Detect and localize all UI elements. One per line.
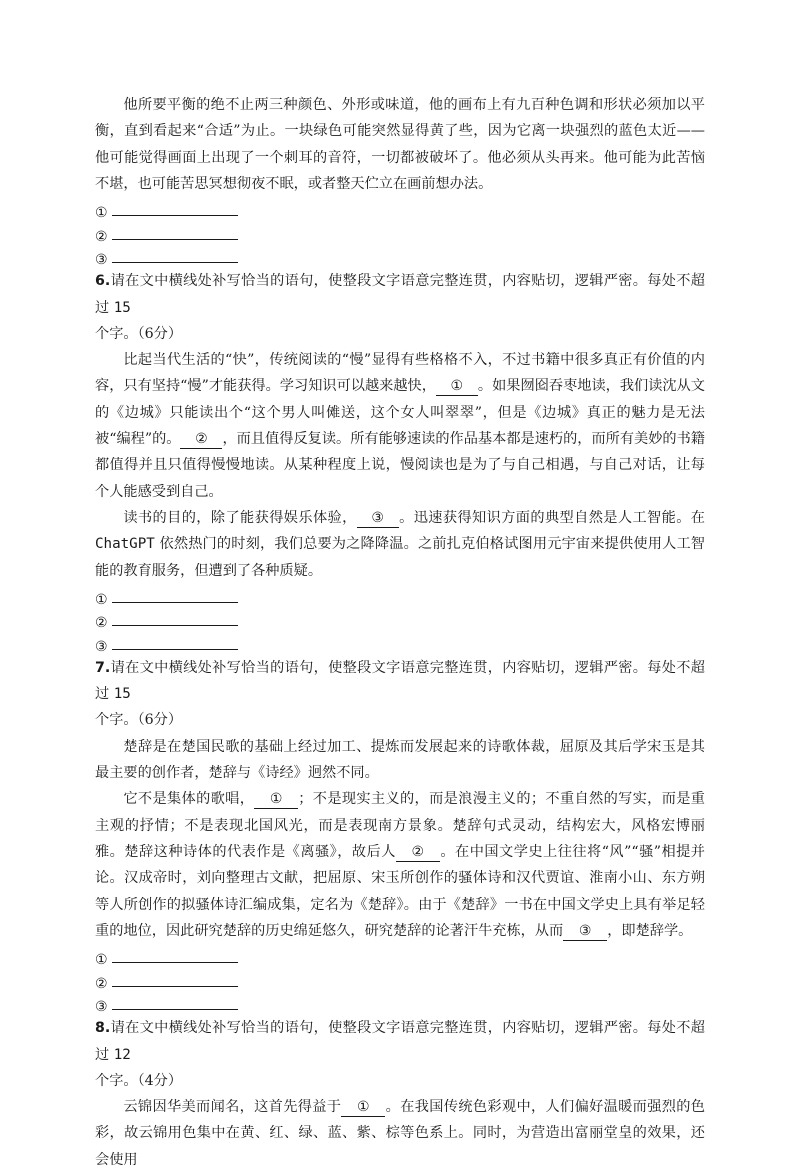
fill-blank[interactable]: ① [341,1098,385,1117]
answer-mark: ③ [95,252,108,269]
question-8-prompt: 8.请在文中横线处补写恰当的语句，使整段文字语意完整连贯，内容贴切，逻辑严密。每处不超过 12 个字。（4分） [95,1020,705,1089]
answer-mark: ③ [95,999,108,1016]
answer-mark: ① [95,591,108,608]
question-number: 8. [95,1020,111,1037]
question-6-passage-2: 读书的目的，除了能获得娱乐体验， ③ 。迅速获得知识方面的典型自然是人工智能。在ChatGPT 依然热门的时刻，我们总要为之降降温。之前扎克伯格试图用元宇宙来提供使用人工智能的教育服务，但遭到了各种质疑。 [95,509,705,579]
answer-line[interactable] [95,197,705,221]
fill-blank[interactable]: ① [436,377,478,396]
document-page [95,92,705,1173]
answer-line[interactable] [95,221,705,245]
question-7-passage-1: 楚辞是在楚国民歌的基础上经过加工、提炼而发展起来的诗歌体裁，屈原及其后学宋玉是其最主要的创作者，楚辞与《诗经》迥然不同。 [95,738,705,782]
fill-blank[interactable]: ③ [357,509,399,528]
fill-blank[interactable]: ② [180,430,222,449]
answer-line[interactable] [95,245,705,269]
question-7-passage-2: 它不是集体的歌唱， ① ；不是现实主义的，而是浪漫主义的；不重自然的写实，而是重主观的抒情；不是表现北国风光，而是表现南方景象。楚辞句式灵动，结构宏大，风格宏博丽雅。楚辞这种诗体的代表作是《离骚》，故后人 ② 。在中国文学史上往往将“风”“骚”相提并论。汉成帝时，刘向整理古文献，把屈原、宋玉所创作的骚体诗和汉代贾谊、淮南小山、东方朔等人所创作的拟骚体诗汇编成集，定名为《楚辞》。由于《楚辞》一书在中国文学史上具有举足轻重的地位，因此研究楚辞的历史绵延悠久，研究楚辞的论著汗牛充栋，从而 ③ ，即楚辞学。 [95,791,705,939]
question-number: 7. [95,659,111,676]
answer-mark: ① [95,951,108,968]
question-7-prompt: 7.请在文中横线处补写恰当的语句，使整段文字语意完整连贯，内容贴切，逻辑严密。每处不超过 15 个字。（6分） [95,659,705,729]
question-6-prompt: 6.请在文中横线处补写恰当的语句，使整段文字语意完整连贯，内容贴切，逻辑严密。每处不超过 15 个字。（6分） [95,273,705,342]
answer-lines-top [95,197,705,268]
answer-line[interactable] [95,992,705,1016]
answer-mark: ② [95,975,108,992]
answer-lines-q6 [95,584,705,655]
fill-blank[interactable]: ② [396,843,440,862]
answer-line[interactable] [95,584,705,608]
fill-blank[interactable]: ① [254,790,298,809]
top-paragraph: 他所要平衡的绝不止两三种颜色、外形或味道，他的画布上有九百种色调和形状必须加以平衡，直到看起来“合适”为止。一块绿色可能突然显得黄了些，因为它离一块强烈的蓝色太近——他可能觉得画面上出现了一个刺耳的音符，一切都被破坏了。他必须从头再来。他可能为此苦恼不堪，也可能苦思冥想彻夜不眠，或者整天伫立在画前想办法。 [95,97,705,192]
answer-line[interactable] [95,944,705,968]
answer-line[interactable] [95,968,705,992]
answer-lines-q7 [95,944,705,1015]
answer-line[interactable] [95,608,705,632]
question-6-passage-1: 比起当代生活的“快”，传统阅读的“慢”显得有些格格不入，不过书籍中很多真正有价值的内容，只有坚持“慢”才能获得。学习知识可以越来越快， ① 。如果囫囵吞枣地读，我们读沈从文的《边城》只能读出个“这个男人叫傩送，这个女人叫翠翠”，但是《边城》真正的魅力是无法被“编程”的。 ② ，而且值得反复读。所有能够速读的作品基本都是速朽的，而所有美妙的书籍都值得并且只值得慢慢地读。从某种程度上说，慢阅读也是为了与自己相遇，与自己对话，让每个人能感受到自己。 [95,352,705,500]
answer-mark: ② [95,228,108,245]
question-number: 6. [95,273,111,290]
answer-mark: ③ [95,638,108,655]
question-8-passage: 云锦因华美而闻名，这首先得益于 ① 。在我国传统色彩观中，人们偏好温暖而强烈的色彩，故云锦用色集中在黄、红、绿、蓝、紫、棕等色系上。同时，为营造出富丽堂皇的效果，还会使用 [95,1099,705,1168]
answer-line[interactable] [95,631,705,655]
answer-mark: ① [95,204,108,221]
fill-blank[interactable]: ③ [563,922,607,941]
answer-mark: ② [95,615,108,632]
